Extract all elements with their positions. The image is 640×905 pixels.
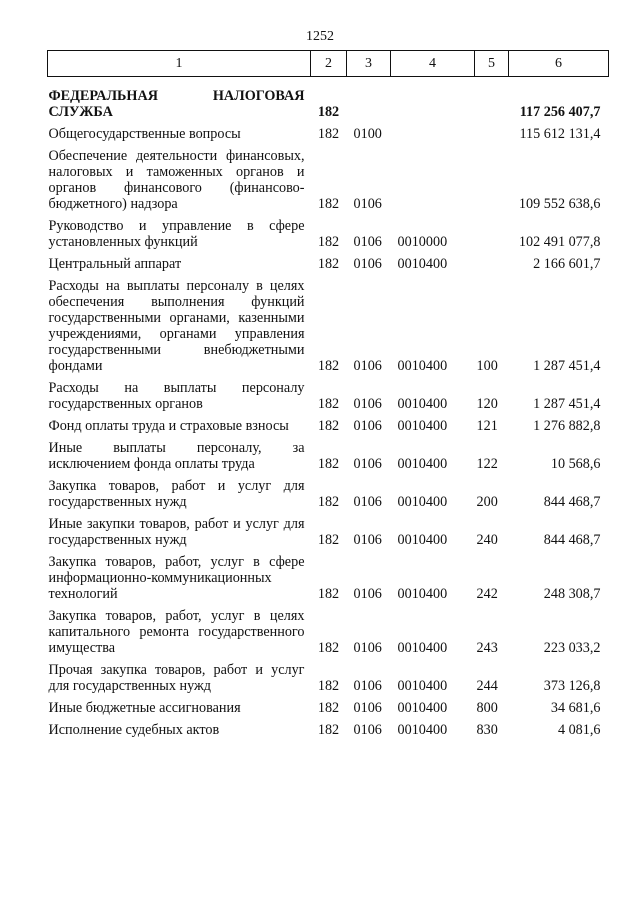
row-code-section: 0106 [353, 586, 382, 602]
row-code-chapter: 182 [317, 418, 340, 434]
table-row [48, 252, 609, 274]
row-code-section: 0106 [353, 678, 382, 694]
row-code-type [475, 77, 509, 123]
row-code-type: 122 [476, 456, 498, 472]
row-name: Расходы на выплаты персоналу государственных органов [48, 380, 305, 412]
row-code-chapter: 182 [317, 396, 340, 412]
row-code-section: 0106 [353, 456, 382, 472]
table-row [48, 550, 609, 604]
row-code-section: 0106 [353, 256, 382, 272]
row-code-target: 0010400 [397, 456, 448, 472]
table-row [48, 214, 609, 252]
row-amount: 223 033,2 [543, 640, 601, 656]
row-amount: 10 568,6 [550, 456, 601, 472]
row-name: Закупка товаров, работ, услуг в целях капитального ремонта государственного имущества [48, 608, 305, 656]
row-name: Фонд оплаты труда и страховые взносы [48, 418, 289, 434]
header-col-3: 3 [347, 51, 391, 77]
row-code-chapter: 182 [317, 256, 340, 272]
row-code-type [475, 214, 509, 252]
row-code-type: 200 [476, 494, 498, 510]
table-row [48, 604, 609, 658]
row-code-type: 121 [476, 418, 498, 434]
row-code-section: 0106 [353, 532, 382, 548]
row-code-section: 0106 [353, 234, 382, 250]
row-name: Исполнение судебных актов [48, 722, 220, 738]
header-col-6: 6 [509, 51, 609, 77]
row-code-section [347, 77, 391, 123]
row-name: Иные закупки товаров, работ и услуг для государственных нужд [48, 516, 305, 548]
row-code-type: 240 [476, 532, 498, 548]
row-code-target: 0010000 [397, 234, 448, 250]
row-code-target: 0010400 [397, 700, 448, 716]
row-code-chapter: 182 [317, 104, 340, 120]
table-row [48, 122, 609, 144]
row-code-section: 0106 [353, 722, 382, 738]
table-row [48, 474, 609, 512]
row-code-target: 0010400 [397, 640, 448, 656]
row-name: Центральный аппарат [48, 256, 182, 272]
row-code-section: 0106 [353, 700, 382, 716]
row-amount: 1 276 882,8 [533, 418, 601, 434]
row-amount: 117 256 407,7 [519, 104, 601, 120]
row-code-target [391, 144, 475, 214]
row-amount: 248 308,7 [543, 586, 601, 602]
row-code-chapter: 182 [317, 358, 340, 374]
row-code-target: 0010400 [397, 532, 448, 548]
header-col-4: 4 [391, 51, 475, 77]
table-row [48, 144, 609, 214]
table-row [48, 718, 609, 740]
row-name: Иные бюджетные ассигнования [48, 700, 241, 716]
row-code-target: 0010400 [397, 256, 448, 272]
row-name: Расходы на выплаты персоналу в целях обеспечения выполнения функций государственными органами, казенными учреждениями, органами управления государственными внебюджетными фондами [48, 278, 305, 374]
row-code-chapter: 182 [317, 586, 340, 602]
row-name: Общегосударственные вопросы [48, 126, 241, 142]
row-name: Прочая закупка товаров, работ и услуг для государственных нужд [48, 662, 305, 694]
header-col-1: 1 [48, 51, 311, 77]
row-code-target: 0010400 [397, 494, 448, 510]
row-code-chapter: 182 [317, 234, 340, 250]
row-code-target [391, 77, 475, 123]
row-amount: 373 126,8 [543, 678, 601, 694]
row-name: Закупка товаров, работ, услуг в сфере информационно-коммуникационных технологий [48, 554, 305, 602]
row-code-section: 0106 [353, 396, 382, 412]
header-col-5: 5 [475, 51, 509, 77]
table-row [48, 77, 609, 123]
row-code-target [391, 122, 475, 144]
row-code-type: 830 [476, 722, 498, 738]
row-amount: 844 468,7 [543, 532, 601, 548]
row-code-section: 0106 [353, 494, 382, 510]
row-code-chapter: 182 [317, 532, 340, 548]
row-code-type: 800 [476, 700, 498, 716]
row-code-chapter: 182 [317, 456, 340, 472]
row-name: Обеспечение деятельности финансовых, налоговых и таможенных органов и органов финансового (финансово-бюджетного) надзора [48, 148, 305, 212]
row-code-type [475, 122, 509, 144]
row-code-chapter: 182 [317, 722, 340, 738]
budget-table [47, 50, 609, 740]
row-amount: 1 287 451,4 [533, 396, 601, 412]
table-row [48, 414, 609, 436]
table-row [48, 658, 609, 696]
table-row [48, 512, 609, 550]
row-code-chapter: 182 [317, 126, 340, 142]
row-code-section: 0100 [353, 126, 382, 142]
row-name: ФЕДЕРАЛЬНАЯ НАЛОГОВАЯ СЛУЖБА [48, 88, 305, 120]
table-row [48, 696, 609, 718]
page-number: 1252 [306, 29, 334, 44]
row-code-type: 244 [476, 678, 498, 694]
row-name: Руководство и управление в сфере установленных функций [48, 218, 305, 250]
table-body [48, 77, 609, 741]
row-code-section: 0106 [353, 418, 382, 434]
row-code-target: 0010400 [397, 678, 448, 694]
header-row [48, 51, 609, 77]
row-code-target: 0010400 [397, 396, 448, 412]
row-amount: 1 287 451,4 [533, 358, 601, 374]
row-code-type: 243 [476, 640, 498, 656]
row-amount: 844 468,7 [543, 494, 601, 510]
row-amount: 102 491 077,8 [518, 234, 601, 250]
row-amount: 34 681,6 [550, 700, 601, 716]
row-amount: 4 081,6 [557, 722, 601, 738]
row-code-chapter: 182 [317, 196, 340, 212]
header-col-2: 2 [311, 51, 347, 77]
row-code-chapter: 182 [317, 700, 340, 716]
table-row [48, 436, 609, 474]
table-row [48, 376, 609, 414]
table-row [48, 274, 609, 376]
row-code-section: 0106 [353, 640, 382, 656]
row-name: Закупка товаров, работ и услуг для государственных нужд [48, 478, 305, 510]
row-amount: 109 552 638,6 [518, 196, 601, 212]
row-amount: 115 612 131,4 [519, 126, 601, 142]
row-code-section: 0106 [353, 358, 382, 374]
row-code-section: 0106 [353, 196, 382, 212]
table-header [48, 51, 609, 77]
row-code-type: 120 [476, 396, 498, 412]
row-code-target: 0010400 [397, 722, 448, 738]
row-code-type: 242 [476, 586, 498, 602]
row-code-type [475, 144, 509, 214]
row-code-target: 0010400 [397, 586, 448, 602]
row-code-type: 100 [476, 358, 498, 374]
row-amount: 2 166 601,7 [533, 256, 601, 272]
row-code-chapter: 182 [317, 494, 340, 510]
row-code-chapter: 182 [317, 678, 340, 694]
row-name: Иные выплаты персоналу, за исключением фонда оплаты труда [48, 440, 305, 472]
row-code-target: 0010400 [397, 418, 448, 434]
row-code-chapter: 182 [317, 640, 340, 656]
row-code-target: 0010400 [397, 358, 448, 374]
row-code-type [475, 252, 509, 274]
